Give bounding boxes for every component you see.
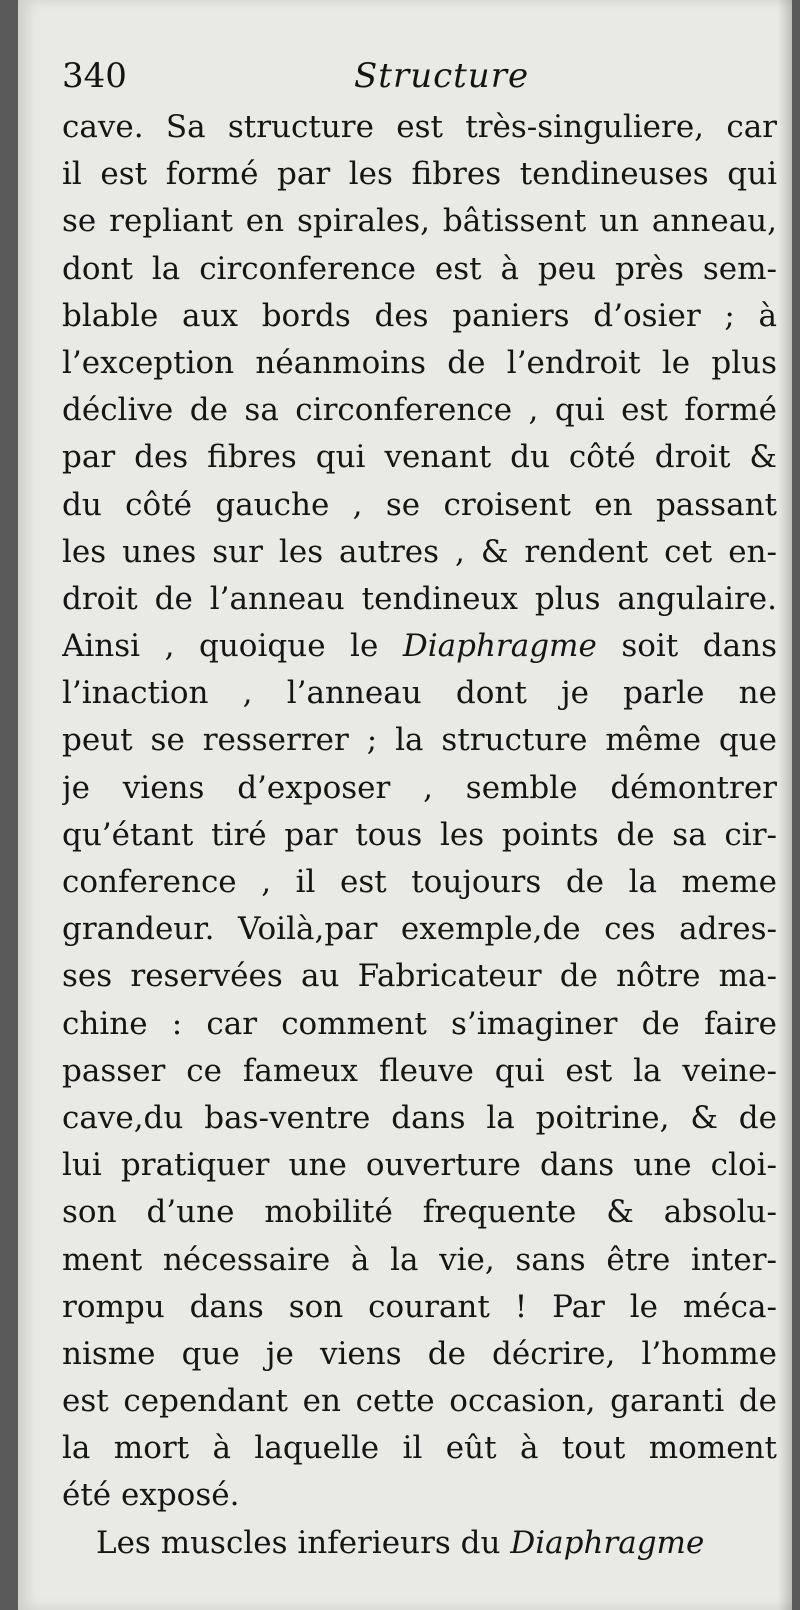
text-line: rompu dans son courant ! Par le méca- <box>62 1288 777 1325</box>
text-line: conference , il est toujours de la meme <box>62 864 777 900</box>
book-page <box>18 0 792 1610</box>
text-line: blable aux bords des paniers d’osier ; à <box>62 297 777 334</box>
text-line: il est formé par les fibres tendineuses qui <box>62 156 777 193</box>
text-line: ment nécessaire à la vie, sans être inter- <box>62 1241 777 1278</box>
text-line: les unes sur les autres , & rendent cet en- <box>62 533 777 570</box>
text-line: peut se resserrer ; la structure même que <box>62 722 777 759</box>
text-line: l’exception néanmoins de l’endroit le plus <box>62 344 777 381</box>
text-line <box>62 1520 777 1567</box>
text-segment: Ainsi , quoique le <box>62 628 403 665</box>
page-number: 340 <box>62 56 127 96</box>
text-line: droit de l’anneau tendineux plus angulaire. <box>62 580 777 617</box>
text-line: du côté gauche , se croisent en passant <box>62 486 777 523</box>
text-line: lui pratiquer une ouverture dans une cloi- <box>62 1147 777 1184</box>
text-line: grandeur. Voilà,par exemple,de ces adres- <box>62 911 777 948</box>
text-line: je viens d’exposer , semble démontrer <box>62 769 777 806</box>
text-line: se repliant en spirales, bâtissent un anneau, <box>62 203 777 240</box>
text-segment: Les muscles inferieurs du <box>96 1524 511 1561</box>
text-line: son d’une mobilité frequente & absolu- <box>62 1194 777 1231</box>
text-line: chine : car comment s’imaginer de faire <box>62 1005 777 1042</box>
text-line: cave. Sa structure est très-singuliere, car <box>62 109 777 145</box>
italic-term: Diaphragme <box>510 1524 705 1561</box>
text-line: cave,du bas-ventre dans la poitrine, & de <box>62 1099 777 1136</box>
running-title: Structure <box>354 56 530 96</box>
text-line: ses reservées au Fabricateur de nôtre ma- <box>62 958 777 995</box>
body-text <box>62 104 777 1567</box>
text-line: la mort à laquelle il eût à tout moment <box>62 1430 777 1467</box>
text-line: qu’étant tiré par tous les points de sa cir- <box>62 816 777 853</box>
page-header <box>62 48 782 104</box>
text-line: déclive de sa circonference , qui est formé <box>62 392 777 429</box>
text-line <box>62 623 777 670</box>
text-line: par des fibres qui venant du côté droit & <box>62 439 777 476</box>
text-line: dont la circonference est à peu près sem- <box>62 250 777 287</box>
italic-term: Diaphragme <box>402 628 597 665</box>
text-line: l’inaction , l’anneau dont je parle ne <box>62 675 777 712</box>
text-line: été exposé. <box>62 1477 240 1514</box>
text-line: nisme que je viens de décrire, l’homme <box>62 1335 777 1372</box>
text-line: passer ce fameux fleuve qui est la veine- <box>62 1052 777 1089</box>
text-line: est cependant en cette occasion, garanti de <box>62 1383 777 1420</box>
text-segment: soit dans <box>596 628 777 665</box>
